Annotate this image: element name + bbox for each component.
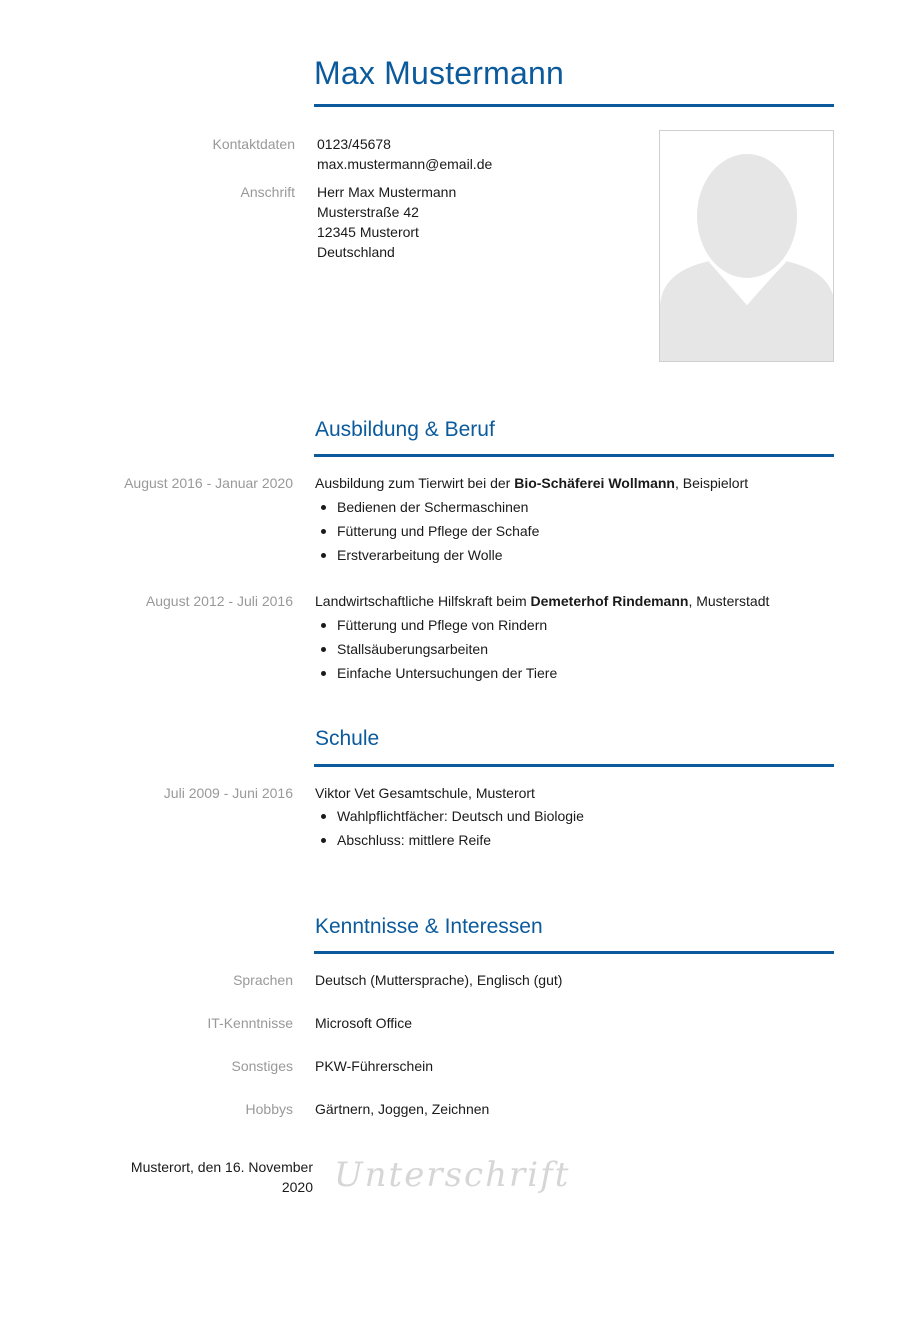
skill-value-languages: Deutsch (Muttersprache), Englisch (gut): [315, 972, 563, 988]
school-entry-date: Juli 2009 - Juni 2016: [163, 785, 293, 801]
list-item: Stallsäuberungsarbeiten: [315, 637, 557, 661]
section-title-career: Ausbildung & Beruf: [315, 418, 495, 441]
list-item: Fütterung und Pflege der Schafe: [315, 519, 539, 543]
career-entry-company: Bio-Schäferei Wollmann: [514, 475, 675, 491]
address-line-street: Musterstraße 42: [317, 204, 419, 220]
title-divider: [314, 104, 834, 107]
section-title-skills: Kenntnisse & Interessen: [315, 915, 543, 938]
section-title-school: Schule: [315, 727, 380, 750]
school-entry-bullets: [315, 804, 584, 852]
place-and-date: Musterort, den 16. November 2020: [130, 1159, 313, 1195]
list-item: Fütterung und Pflege von Rindern: [315, 613, 557, 637]
career-entry-title: [315, 591, 769, 611]
phone-number: 0123/45678: [317, 136, 391, 152]
school-entry-title: Viktor Vet Gesamtschule, Musterort: [315, 785, 535, 801]
career-entry-date: August 2016 - Januar 2020: [124, 475, 293, 491]
profile-photo: [659, 130, 834, 362]
career-entry-company: Demeterhof Rindemann: [530, 593, 689, 609]
address-label: Anschrift: [240, 184, 295, 200]
career-entry-location: , Musterstadt: [688, 593, 770, 609]
contact-label: Kontaktdaten: [212, 136, 295, 152]
address-line-name: Herr Max Mustermann: [317, 184, 457, 200]
skills-divider: [314, 951, 834, 954]
career-entry-date: August 2012 - Juli 2016: [145, 593, 293, 609]
skill-label-it: IT-Kenntnisse: [207, 1015, 293, 1031]
career-entry-location: , Beispielort: [674, 475, 749, 491]
list-item: Abschluss: mittlere Reife: [315, 828, 584, 852]
school-divider: [314, 764, 834, 767]
skill-value-it: Microsoft Office: [315, 1015, 412, 1031]
skill-value-other: PKW-Führerschein: [315, 1058, 434, 1074]
list-item: Bedienen der Schermaschinen: [315, 495, 539, 519]
skill-label-hobbies: Hobbys: [245, 1101, 293, 1117]
list-item: Wahlpflichtfächer: Deutsch und Biologie: [315, 804, 584, 828]
list-item: Erstverarbeitung der Wolle: [315, 543, 539, 567]
list-item: Einfache Untersuchungen der Tiere: [315, 661, 557, 685]
skill-value-hobbies: Gärtnern, Joggen, Zeichnen: [315, 1101, 490, 1117]
career-entry-bullets: [315, 613, 557, 685]
career-entry-bullets: [315, 495, 539, 567]
career-entry-role: Ausbildung zum Tierwirt bei der: [315, 475, 515, 491]
skill-label-other: Sonstiges: [231, 1058, 293, 1074]
address-line-city: 12345 Musterort: [317, 224, 419, 240]
skill-label-languages: Sprachen: [233, 972, 293, 988]
signature: Unterschrift: [334, 1155, 571, 1195]
address-line-country: Deutschland: [317, 244, 395, 260]
career-divider: [314, 454, 834, 457]
email-address: max.mustermann@email.de: [317, 156, 493, 172]
career-entry-title: [315, 473, 748, 493]
page-title: Max Mustermann: [314, 55, 564, 91]
career-entry-role: Landwirtschaftliche Hilfskraft beim: [315, 593, 531, 609]
person-placeholder-icon: [660, 131, 834, 362]
